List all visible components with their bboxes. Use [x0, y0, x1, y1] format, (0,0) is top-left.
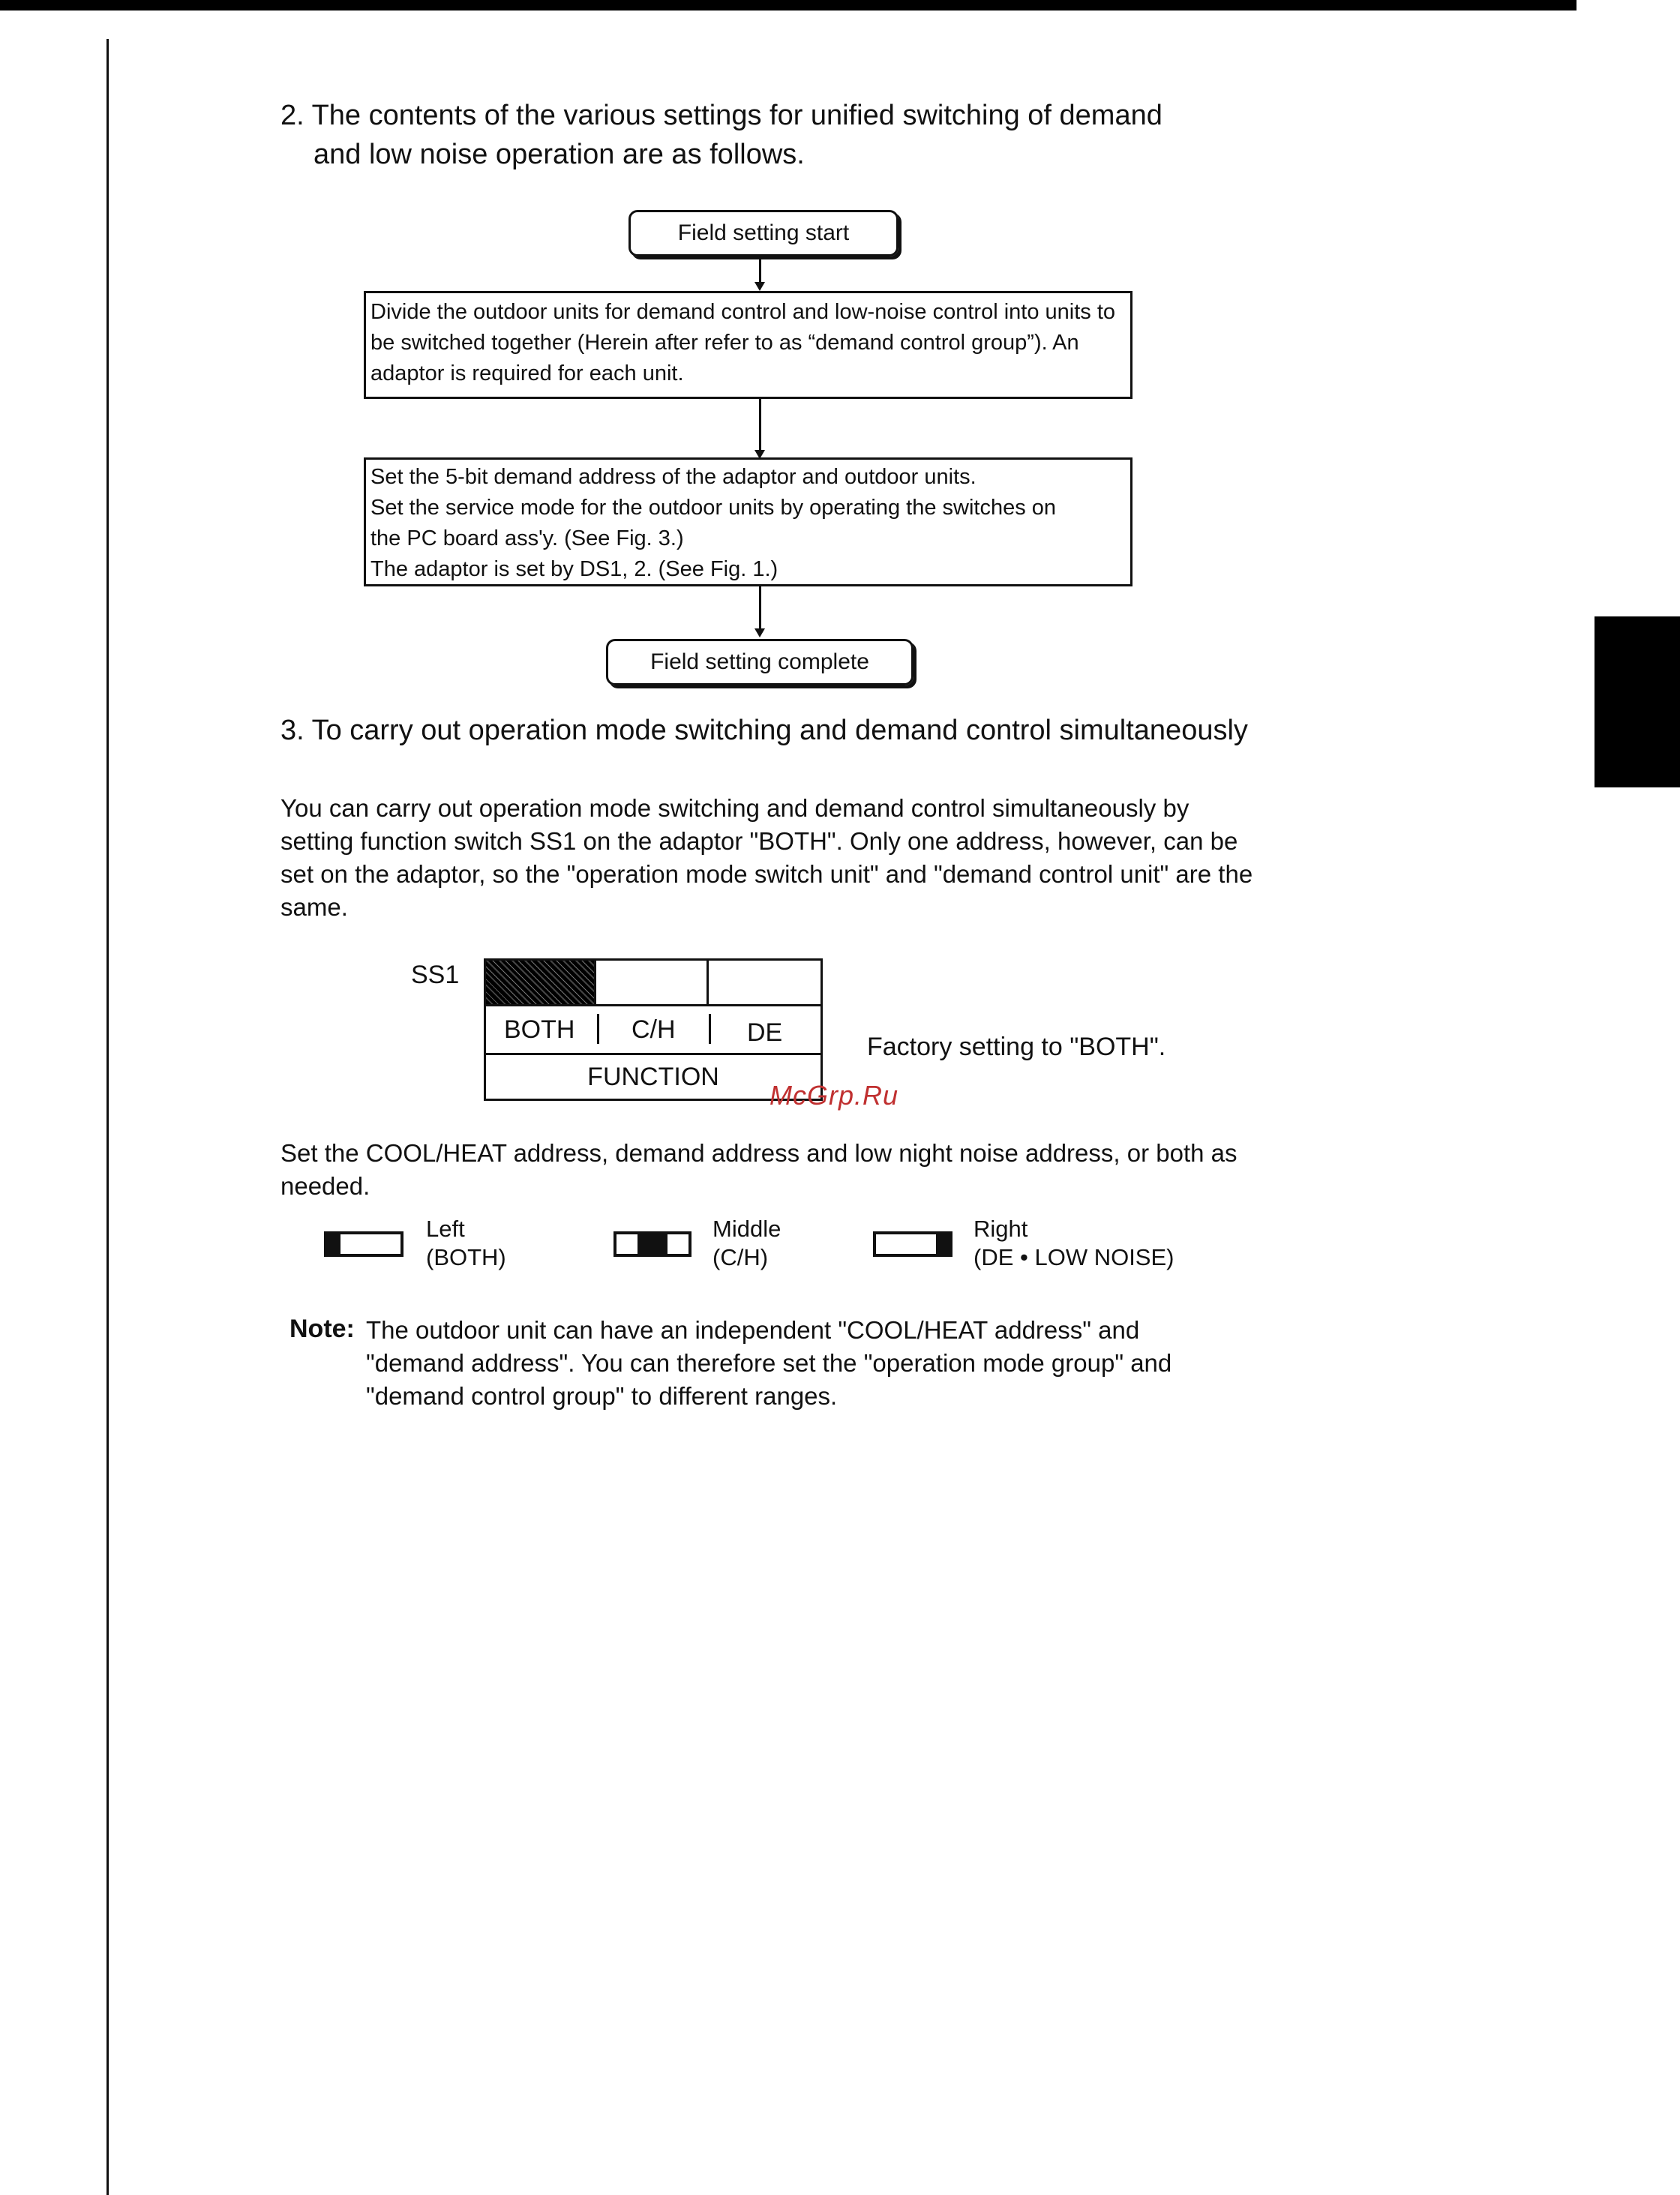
ss1-slot — [594, 958, 709, 1006]
ss1-factory-note: Factory setting to "BOTH". — [867, 1033, 1166, 1061]
ss1-slider-knob — [484, 958, 596, 1006]
switch-middle-icon — [614, 1231, 692, 1257]
section2-heading — [280, 96, 1330, 174]
switch-left-icon — [324, 1231, 404, 1257]
note-label: Note: — [290, 1315, 355, 1343]
flow-arrow — [754, 282, 765, 291]
ss1-divider — [709, 1014, 711, 1044]
ss1-options-row — [484, 1004, 823, 1055]
ss1-option-ch: C/H — [632, 1015, 676, 1044]
switch-middle-desc: (C/H) — [712, 1244, 769, 1270]
flow-connector — [759, 256, 761, 283]
section2-heading-line2: and low noise operation are as follows. — [314, 139, 805, 170]
switch-middle-knob — [638, 1234, 668, 1254]
flow-step2-line: the PC board ass'y. (See Fig. 3.) — [370, 526, 684, 550]
section2-heading-line1: 2. The contents of the various settings for unified switching of demand — [280, 100, 1162, 131]
flow-start-box: Field setting start — [628, 210, 898, 256]
ss1-switch-diagram — [484, 958, 823, 1099]
ss1-option-de: DE — [747, 1018, 783, 1047]
ss1-label: SS1 — [411, 961, 460, 989]
section-tab — [1594, 616, 1680, 787]
flow-step2-line: The adaptor is set by DS1, 2. (See Fig. 1.) — [370, 557, 778, 581]
top-rule — [0, 0, 1576, 10]
switch-middle-name: Middle — [712, 1216, 782, 1242]
flow-end-box: Field setting complete — [606, 639, 914, 685]
flow-arrow — [754, 628, 765, 637]
flow-connector — [759, 586, 761, 630]
flow-step2-line: Set the 5-bit demand address of the adaptor and outdoor units. — [370, 465, 976, 489]
note-text: The outdoor unit can have an independent "COOL/HEAT address" and "demand address". You can therefore set the "operation mode group" and "demand control group" to different ranges. — [366, 1316, 1172, 1410]
ss1-function-label: FUNCTION — [484, 1053, 823, 1101]
section3-paragraph: You can carry out operation mode switching and demand control simultaneously by setting function switch SS1 on the adaptor "BOTH". Only one address, however, can be set on the adaptor, so the "operation mode switch unit" and "demand control unit" are the same. — [280, 794, 1253, 921]
watermark: McGrp.Ru — [770, 1080, 899, 1111]
flow-step2-box — [364, 457, 1132, 586]
left-margin-rule — [106, 39, 109, 2195]
switch-right-name: Right — [974, 1216, 1028, 1242]
flow-step1-box: Divide the outdoor units for demand control and low-noise control into units to be switched together (Herein after refer to as “demand control group”). An adaptor is required for each unit. — [364, 291, 1132, 399]
section3-heading: 3. To carry out operation mode switching and demand control simultaneously — [280, 715, 1248, 746]
flow-step2-line: Set the service mode for the outdoor units by operating the switches on — [370, 496, 1057, 520]
ss1-divider — [597, 1014, 599, 1044]
switch-left-desc: (BOTH) — [426, 1244, 506, 1270]
switch-position-legend — [324, 1215, 1299, 1282]
ss1-option-both: BOTH — [504, 1015, 575, 1044]
switch-left-name: Left — [426, 1216, 465, 1242]
address-paragraph: Set the COOL/HEAT address, demand address and low night noise address, or both as needed. — [280, 1139, 1238, 1200]
ss1-slot — [706, 958, 823, 1006]
switch-right-desc: (DE • LOW NOISE) — [974, 1244, 1174, 1270]
switch-right-icon — [873, 1231, 952, 1257]
flow-connector — [759, 399, 761, 451]
